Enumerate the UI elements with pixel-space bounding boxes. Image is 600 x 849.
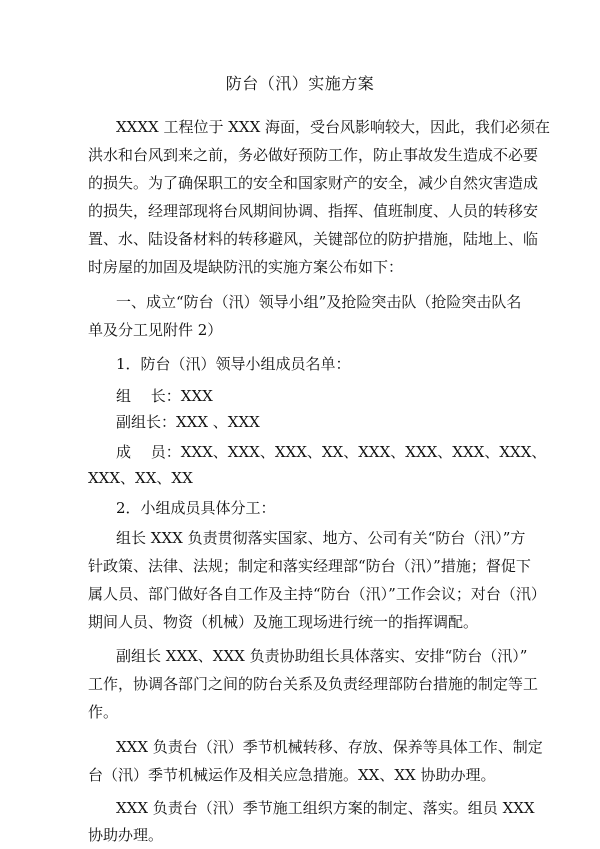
member-list-line: 成 员：XXX、XXX、XXX、XX、XXX、XXX、XXX、XXX、: [116, 443, 547, 461]
paragraph-line: 副组长 XXX、XXX 负责协助组长具体落实、安排“防台（汛）”: [116, 647, 528, 665]
paragraph-line: 的损失。为了确保职工的安全和国家财产的安全，减少自然灾害造成: [88, 174, 539, 192]
section-heading-line: 一、成立“防台（汛）领导小组”及抢险突击队（抢险突击队名: [116, 293, 522, 311]
member-leader-line: 组 长：XXX: [116, 387, 213, 405]
paragraph-line: 洪水和台风到来之前，务必做好预防工作，防止事故发生造成不必要: [88, 146, 539, 164]
paragraph-line: 针政策、法律、法规；制定和落实经理部“防台（汛）”措施；督促下: [88, 557, 531, 575]
member-deputy-line: 副组长：XXX 、XXX: [116, 413, 260, 431]
member-list-line: XXX、XX、XX: [88, 469, 193, 487]
document-title: 防台（汛）实施方案: [225, 74, 375, 93]
paragraph-line: XXX 负责台（汛）季节施工组织方案的制定、落实。组员 XXX: [116, 799, 535, 817]
subsection-heading: 2．小组成员具体分工：: [116, 499, 276, 517]
paragraph-line: 作。: [88, 703, 119, 721]
paragraph-line: 时房屋的加固及堤缺防汛的实施方案公布如下：: [88, 258, 404, 276]
paragraph-line: 工作，协调各部门之间的防台关系及负责经理部防台措施的制定等工: [88, 675, 539, 693]
subsection-heading: 1．防台（汛）领导小组成员名单：: [116, 355, 351, 373]
paragraph-line: 组长 XXX 负责贯彻落实国家、地方、公司有关“防台（汛）”方: [116, 529, 526, 547]
paragraph-line: 协助办理。: [88, 826, 164, 844]
paragraph-line: XXX 负责台（汛）季节机械转移、存放、保养等具体工作、制定: [116, 738, 543, 756]
paragraph-line: 期间人员、物资（机械）及施工现场进行统一的指挥调配。: [88, 613, 479, 631]
paragraph-line: XXXX 工程位于 XXX 海面，受台风影响较大，因此，我们必须在: [116, 118, 551, 136]
paragraph-line: 置、水、陆设备材料的转移避风，关键部位的防护措施，陆地上、临: [88, 230, 539, 248]
paragraph-line: 属人员、部门做好各自工作及主持“防台（汛）”工作会议；对台（汛）: [88, 585, 546, 603]
paragraph-line: 的损失，经理部现将台风期间协调、指挥、值班制度、人员的转移安: [88, 202, 539, 220]
section-heading-line: 单及分工见附件 2）: [88, 321, 223, 339]
paragraph-line: 台（汛）季节机械运作及相关应急措施。XX、XX 协助办理。: [88, 766, 496, 784]
